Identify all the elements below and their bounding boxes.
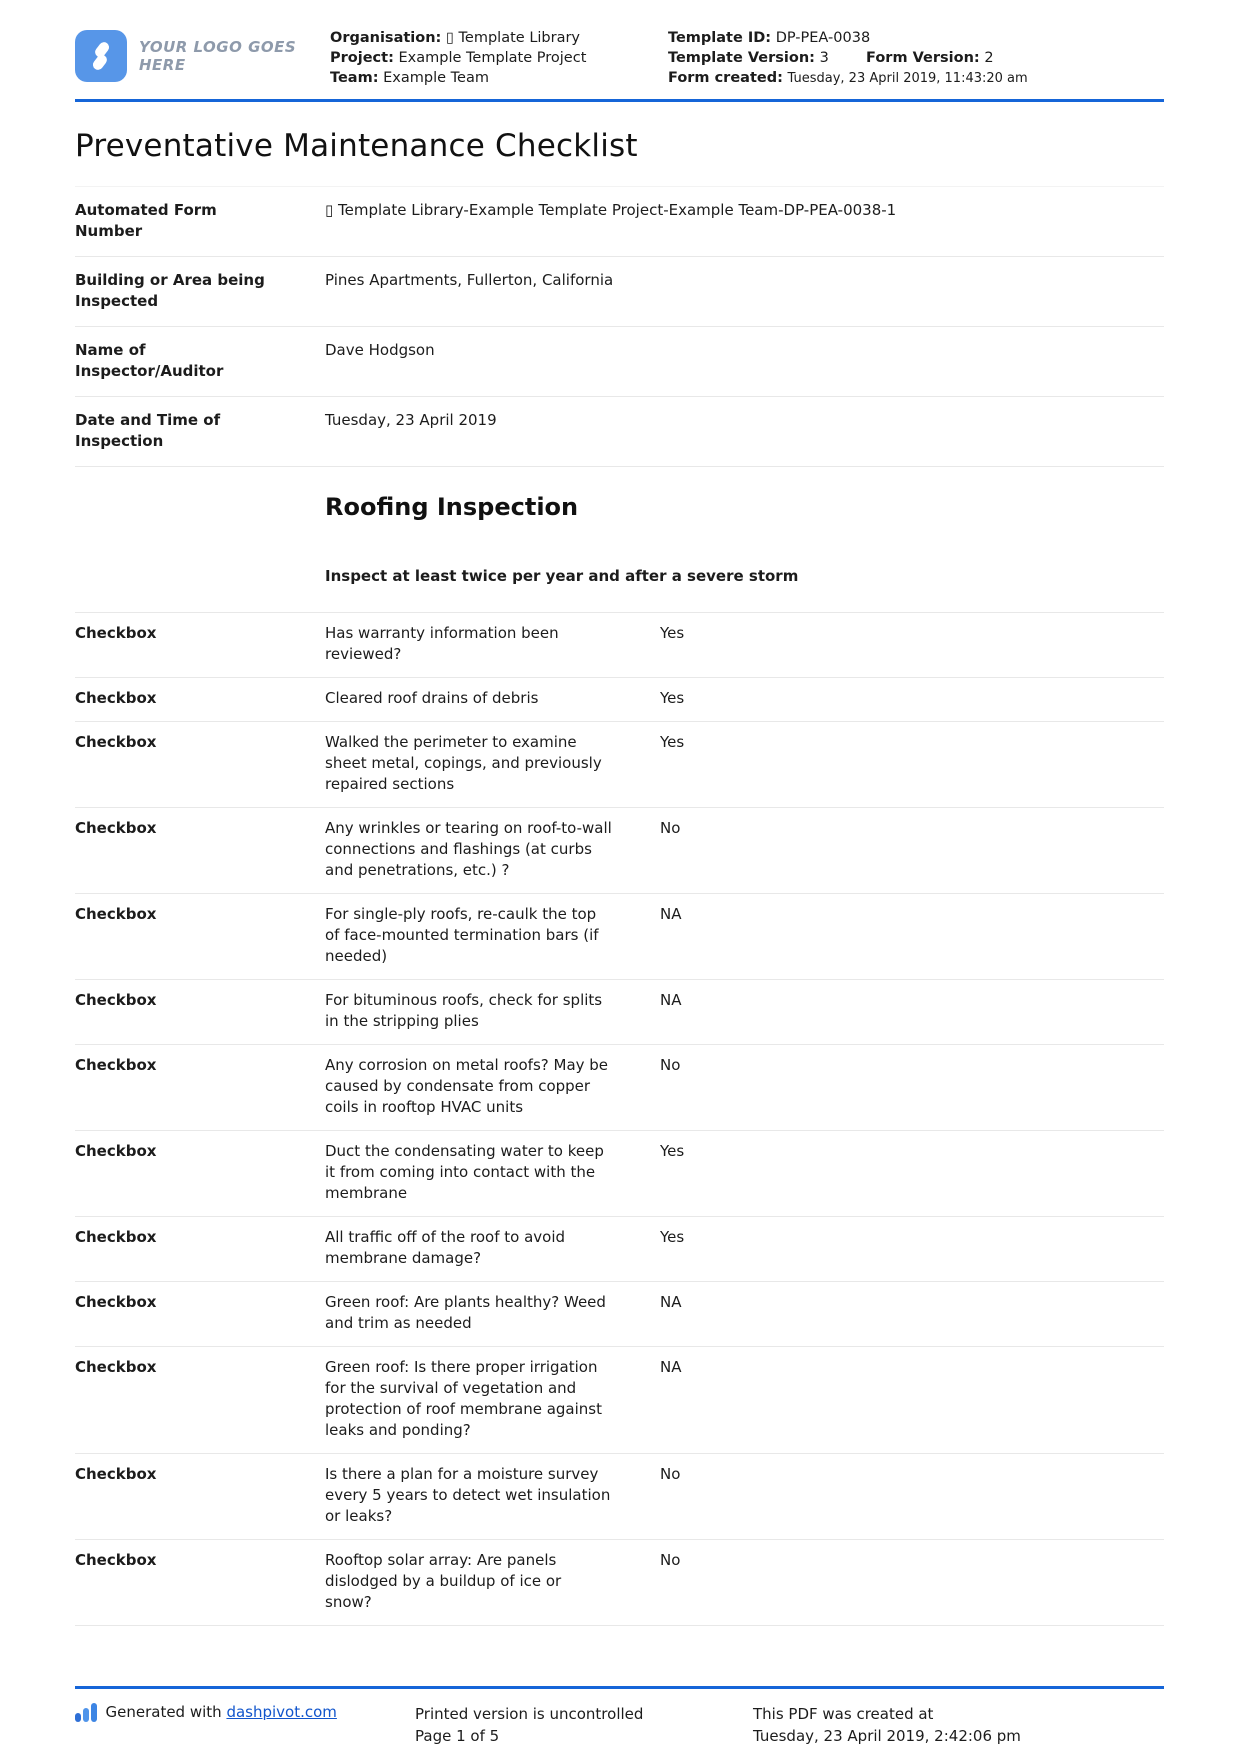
checkbox-type-label: Checkbox bbox=[75, 991, 157, 1009]
table-row bbox=[75, 1539, 1164, 1626]
meta-label: Building or Area being Inspected bbox=[75, 271, 265, 310]
form-version-label: Form Version: bbox=[866, 50, 980, 66]
checkbox-answer: NA bbox=[660, 1358, 682, 1376]
checkbox-type-label: Checkbox bbox=[75, 1056, 157, 1074]
table-row bbox=[75, 257, 1164, 327]
dashpivot-link[interactable]: dashpivot.com bbox=[226, 1703, 337, 1721]
checkbox-question: Is there a plan for a moisture survey every 5 years to detect wet insulation or leaks? bbox=[325, 1465, 611, 1525]
checkbox-answer: No bbox=[660, 1465, 681, 1483]
footer-print-info bbox=[415, 1703, 753, 1747]
form-meta-table bbox=[75, 186, 1164, 467]
checkbox-answer: NA bbox=[660, 905, 682, 923]
team-value: Example Team bbox=[383, 70, 489, 86]
checkbox-answer: NA bbox=[660, 1293, 682, 1311]
logo-placeholder-text: YOUR LOGO GOES HERE bbox=[139, 38, 297, 74]
checkbox-type-label: Checkbox bbox=[75, 1228, 157, 1246]
meta-label: Automated Form Number bbox=[75, 201, 217, 240]
table-row bbox=[75, 721, 1164, 807]
template-version-label: Template Version: bbox=[668, 50, 815, 66]
project-label: Project: bbox=[330, 50, 394, 66]
table-row bbox=[75, 397, 1164, 467]
meta-value: Tuesday, 23 April 2019 bbox=[325, 411, 497, 429]
page-footer bbox=[75, 1686, 1164, 1747]
checkbox-answer: Yes bbox=[660, 624, 685, 642]
checkbox-type-label: Checkbox bbox=[75, 819, 157, 837]
checkbox-type-label: Checkbox bbox=[75, 905, 157, 923]
section-subtitle: Inspect at least twice per year and after a severe storm bbox=[325, 567, 799, 585]
template-id-label: Template ID: bbox=[668, 30, 772, 46]
checkbox-question: All traffic off of the roof to avoid membrane damage? bbox=[325, 1228, 566, 1267]
table-row bbox=[75, 186, 1164, 257]
table-row bbox=[75, 1216, 1164, 1281]
footer-generated bbox=[75, 1703, 415, 1747]
form-created-value: Tuesday, 23 April 2019, 11:43:20 am bbox=[787, 71, 1028, 86]
checkbox-type-label: Checkbox bbox=[75, 689, 157, 707]
meta-label: Date and Time of Inspection bbox=[75, 411, 221, 450]
header-org-column bbox=[330, 28, 668, 88]
checkbox-question: Walked the perimeter to examine sheet metal, copings, and previously repaired sections bbox=[325, 733, 602, 793]
table-row bbox=[75, 327, 1164, 397]
table-row bbox=[75, 1346, 1164, 1453]
checklist-table bbox=[75, 612, 1164, 1626]
organisation-label: Organisation: bbox=[330, 30, 442, 46]
logo bbox=[75, 28, 330, 82]
page-header bbox=[75, 28, 1164, 102]
table-row bbox=[75, 612, 1164, 677]
dashpivot-bars-icon bbox=[75, 1703, 97, 1722]
table-row bbox=[75, 1130, 1164, 1216]
footer-created-info bbox=[753, 1703, 1164, 1747]
checkbox-type-label: Checkbox bbox=[75, 733, 157, 751]
table-row bbox=[75, 979, 1164, 1044]
checkbox-question: Rooftop solar array: Are panels dislodged by a buildup of ice or snow? bbox=[325, 1551, 562, 1611]
table-row bbox=[75, 807, 1164, 893]
page-title: Preventative Maintenance Checklist bbox=[75, 128, 638, 164]
meta-value: Pines Apartments, Fullerton, California bbox=[325, 271, 614, 289]
company-logo-icon bbox=[75, 30, 127, 82]
pdf-created-line1: This PDF was created at bbox=[753, 1705, 934, 1723]
team-line bbox=[330, 68, 668, 88]
template-id-value: DP-PEA-0038 bbox=[775, 30, 871, 46]
table-row bbox=[75, 677, 1164, 721]
project-line bbox=[330, 48, 668, 68]
generated-with-text bbox=[106, 1703, 337, 1721]
table-row bbox=[75, 1044, 1164, 1130]
form-version-value: 2 bbox=[984, 50, 994, 66]
meta-value: ▯ Template Library-Example Template Project-Example Team-DP-PEA-0038-1 bbox=[325, 201, 897, 219]
team-label: Team: bbox=[330, 70, 379, 86]
checkbox-question: For bituminous roofs, check for splits in the stripping plies bbox=[325, 991, 603, 1030]
checkbox-answer: NA bbox=[660, 991, 682, 1009]
form-created-line bbox=[668, 68, 1164, 89]
checkbox-type-label: Checkbox bbox=[75, 1465, 157, 1483]
versions-line bbox=[668, 48, 1164, 68]
table-row bbox=[75, 1453, 1164, 1539]
printed-note: Printed version is uncontrolled bbox=[415, 1705, 644, 1723]
form-created-label: Form created: bbox=[668, 70, 783, 86]
table-row bbox=[75, 893, 1164, 979]
meta-value: Dave Hodgson bbox=[325, 341, 435, 359]
header-template-column bbox=[668, 28, 1164, 89]
checkbox-answer: No bbox=[660, 1056, 681, 1074]
pdf-created-line2: Tuesday, 23 April 2019, 2:42:06 pm bbox=[753, 1727, 1021, 1745]
checkbox-answer: Yes bbox=[660, 733, 685, 751]
table-row bbox=[75, 1281, 1164, 1346]
checkbox-type-label: Checkbox bbox=[75, 1551, 157, 1569]
organisation-line bbox=[330, 28, 668, 48]
checkbox-answer: No bbox=[660, 819, 681, 837]
checkbox-question: Green roof: Are plants healthy? Weed and trim as needed bbox=[325, 1293, 606, 1332]
logo-s-icon bbox=[84, 39, 118, 73]
checkbox-type-label: Checkbox bbox=[75, 1293, 157, 1311]
checkbox-answer: Yes bbox=[660, 1228, 685, 1246]
checkbox-question: Any wrinkles or tearing on roof-to-wall connections and flashings (at curbs and penetrations, etc.) ? bbox=[325, 819, 612, 879]
checkbox-question: Green roof: Is there proper irrigation for the survival of vegetation and protection of roof membrane against leaks and ponding? bbox=[325, 1358, 602, 1439]
section-heading: Roofing Inspection bbox=[325, 493, 579, 521]
checkbox-question: Cleared roof drains of debris bbox=[325, 689, 539, 707]
checkbox-answer: No bbox=[660, 1551, 681, 1569]
checkbox-type-label: Checkbox bbox=[75, 1142, 157, 1160]
meta-label: Name of Inspector/Auditor bbox=[75, 341, 224, 380]
checkbox-answer: Yes bbox=[660, 1142, 685, 1160]
project-value: Example Template Project bbox=[398, 50, 587, 66]
page-number: Page 1 of 5 bbox=[415, 1727, 500, 1745]
generated-with-label: Generated with bbox=[105, 1703, 227, 1721]
checkbox-question: Any corrosion on metal roofs? May be caused by condensate from copper coils in rooftop HVAC units bbox=[325, 1056, 609, 1116]
template-version-value: 3 bbox=[819, 50, 829, 66]
checkbox-question: For single-ply roofs, re-caulk the top of face-mounted termination bars (if needed) bbox=[325, 905, 599, 965]
checkbox-type-label: Checkbox bbox=[75, 1358, 157, 1376]
checkbox-answer: Yes bbox=[660, 689, 685, 707]
checkbox-type-label: Checkbox bbox=[75, 624, 157, 642]
template-id-line bbox=[668, 28, 1164, 48]
organisation-value: ▯ Template Library bbox=[445, 30, 581, 46]
checkbox-question: Has warranty information been reviewed? bbox=[325, 624, 559, 663]
checkbox-question: Duct the condensating water to keep it from coming into contact with the membrane bbox=[325, 1142, 604, 1202]
